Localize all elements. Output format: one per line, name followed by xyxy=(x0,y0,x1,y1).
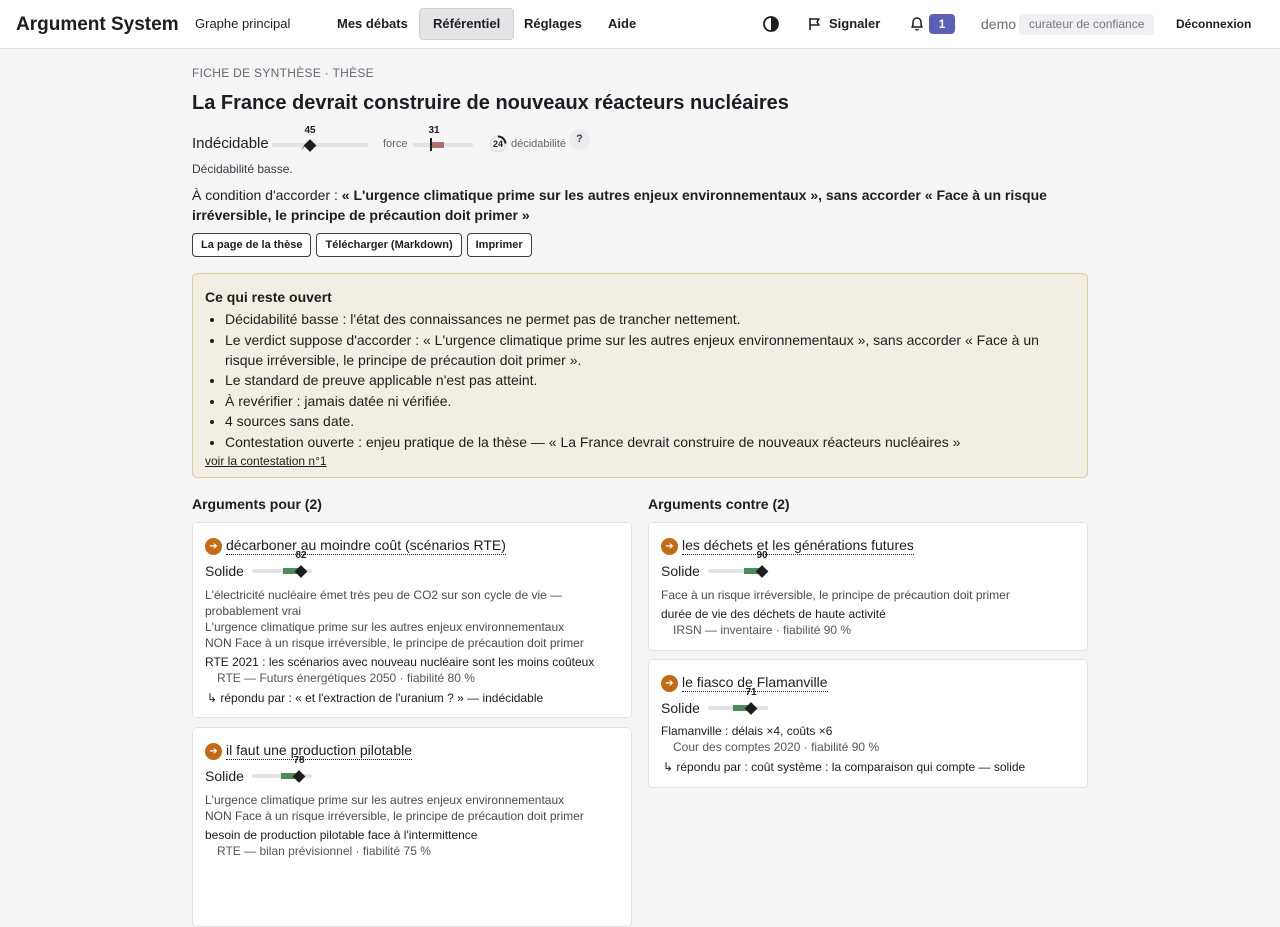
card-score: 90 xyxy=(756,550,768,561)
pro-argument-card[interactable] xyxy=(192,522,632,718)
card-source: RTE 2021 : les scénarios avec nouveau nucléaire sont les moins coûteux xyxy=(205,655,595,669)
help-button[interactable]: ? xyxy=(569,129,590,150)
open-question-item: • Décidabilité basse : l'état des connaissances ne permet pas de trancher nettement. xyxy=(225,309,1075,329)
card-claims xyxy=(205,587,620,651)
card-claim: Face à un risque irréversible, le principe de précaution doit primer xyxy=(661,588,1010,602)
download-markdown-button[interactable]: Télécharger (Markdown) xyxy=(316,233,461,257)
card-source-meta: RTE — Futurs énergétiques 2050 · fiabilité 80 % xyxy=(217,671,475,685)
verdict-gauge xyxy=(272,125,368,159)
open-questions-panel xyxy=(192,273,1088,478)
contestation-link[interactable]: voir la contestation n°1 xyxy=(205,454,327,468)
card-verdict: Solide xyxy=(205,563,244,579)
condition-prefix: À condition d'accorder : xyxy=(192,187,342,203)
notification-count-badge[interactable]: 1 xyxy=(929,14,955,34)
card-source-meta: IRSN — inventaire · fiabilité 90 % xyxy=(673,623,852,637)
card-claim: NON Face à un risque irréversible, le principe de précaution doit primer xyxy=(205,636,584,650)
card-title[interactable]: les déchets et les générations futures xyxy=(682,537,914,553)
nav-mes-debats[interactable]: Mes débats xyxy=(337,16,408,31)
card-claims xyxy=(205,792,620,824)
page-title: La France devrait construire de nouveaux réacteurs nucléaires xyxy=(192,92,789,114)
flag-icon xyxy=(808,17,821,31)
card-title-row xyxy=(205,537,615,557)
force-gauge-tick xyxy=(430,138,432,151)
open-question-item: • Le standard de preuve applicable n'est pas atteint. xyxy=(225,370,1075,390)
arrow-right-icon: ➔ xyxy=(661,538,678,555)
arrow-right-icon: ➔ xyxy=(205,743,222,760)
card-source-meta: RTE — bilan prévisionnel · fiabilité 75 % xyxy=(217,844,431,858)
report-label: Signaler xyxy=(829,16,881,31)
card-reply[interactable]: ↳ répondu par : coût système : la comparaison qui compte — solide xyxy=(663,760,1026,774)
card-title[interactable]: le fiasco de Flamanville xyxy=(682,674,828,690)
card-claim: L'urgence climatique prime sur les autres enjeux environnementaux xyxy=(205,620,565,634)
username: demo xyxy=(981,16,1017,32)
thesis-page-button[interactable]: La page de la thèse xyxy=(192,233,311,257)
app-brand[interactable]: Argument System xyxy=(16,14,179,35)
card-title[interactable]: décarboner au moindre coût (scénarios RTE) xyxy=(226,537,506,553)
pro-argument-card[interactable] xyxy=(192,727,632,927)
force-label: force xyxy=(383,138,408,150)
card-source: besoin de production pilotable face à l'intermittence xyxy=(205,828,478,842)
card-source: durée de vie des déchets de haute activité xyxy=(661,607,886,621)
card-gauge xyxy=(252,550,322,583)
decidability-note: Décidabilité basse. xyxy=(192,162,293,176)
nav-reglages[interactable]: Réglages xyxy=(524,16,582,31)
card-title-row xyxy=(661,674,1071,694)
card-verdict: Solide xyxy=(205,768,244,784)
nav-aide[interactable]: Aide xyxy=(608,16,637,31)
breadcrumb: FICHE DE SYNTHÈSE · THÈSE xyxy=(192,66,374,80)
card-reply[interactable]: ↳ répondu par : « et l'extraction de l'uranium ? » — indécidable xyxy=(207,691,544,705)
arrow-right-icon: ➔ xyxy=(661,675,678,692)
open-question-item: • Contestation ouverte : enjeu pratique de la thèse — « La France devrait construire de nouveaux réacteurs nucléaires » xyxy=(225,432,1075,452)
card-claim: NON Face à un risque irréversible, le principe de précaution doit primer xyxy=(205,809,584,823)
condition-text: « L'urgence climatique prime sur les autres enjeux environnementaux », sans accorder « Face à un risque irréversible, le principe de précaution doit primer » xyxy=(192,187,1047,223)
nav-referentiel[interactable]: Référentiel xyxy=(419,8,514,40)
card-title-row xyxy=(661,537,1071,557)
card-verdict: Solide xyxy=(661,563,700,579)
pro-heading: Arguments pour (2) xyxy=(192,496,322,512)
card-title-row xyxy=(205,742,615,762)
card-claim: L'urgence climatique prime sur les autres enjeux environnementaux xyxy=(205,793,565,807)
card-source: Flamanville : délais ×4, coûts ×6 xyxy=(661,724,833,738)
action-bar xyxy=(192,233,537,257)
card-verdict: Solide xyxy=(661,700,700,716)
card-gauge xyxy=(252,755,322,788)
decidability-label: décidabilité xyxy=(511,138,567,150)
card-title[interactable]: il faut une production pilotable xyxy=(226,742,413,758)
con-heading: Arguments contre (2) xyxy=(648,496,790,512)
top-bar xyxy=(0,0,1280,49)
condition-statement xyxy=(192,185,1082,225)
card-source-meta: Cour des comptes 2020 · fiabilité 90 % xyxy=(673,740,880,754)
verdict-row xyxy=(192,125,642,159)
open-question-item: • 4 sources sans date. xyxy=(225,411,1075,431)
card-claims xyxy=(661,587,1076,603)
card-score: 82 xyxy=(295,550,307,561)
role-badge: curateur de confiance xyxy=(1019,14,1154,35)
card-claim: L'électricité nucléaire émet très peu de CO2 sur son cycle de vie — xyxy=(205,588,563,602)
verdict-score: 45 xyxy=(304,125,316,136)
open-questions-list xyxy=(205,309,1075,452)
contrast-icon[interactable] xyxy=(762,15,780,33)
force-gauge xyxy=(413,125,473,159)
arrow-right-icon: ➔ xyxy=(205,538,222,555)
card-score: 78 xyxy=(293,755,305,766)
main-graph-link[interactable]: Graphe principal xyxy=(195,16,291,31)
force-score: 31 xyxy=(428,125,440,136)
decidability-score: 24 xyxy=(492,139,503,149)
card-claim: probablement vrai xyxy=(205,604,302,618)
print-button[interactable]: Imprimer xyxy=(467,233,532,257)
open-question-item: • Le verdict suppose d'accorder : « L'urgence climatique prime sur les autres enjeux environnementaux », sans accorder « Face à un risque irréversible, le principe de précaution doit primer ». xyxy=(225,330,1075,370)
logout-button[interactable]: Déconnexion xyxy=(1176,17,1252,31)
force-gauge-fill xyxy=(430,142,444,148)
card-score: 71 xyxy=(745,687,757,698)
card-gauge xyxy=(708,687,778,720)
open-question-item: • À revérifier : jamais datée ni vérifiée. xyxy=(225,391,1075,411)
con-argument-card[interactable] xyxy=(648,659,1088,788)
open-questions-title: Ce qui reste ouvert xyxy=(205,289,332,305)
report-button[interactable] xyxy=(808,16,880,31)
card-gauge xyxy=(708,550,778,583)
bell-icon[interactable] xyxy=(910,16,924,32)
verdict-gauge-track xyxy=(272,143,368,147)
con-argument-card[interactable] xyxy=(648,522,1088,651)
verdict-label: Indécidable xyxy=(192,135,269,152)
